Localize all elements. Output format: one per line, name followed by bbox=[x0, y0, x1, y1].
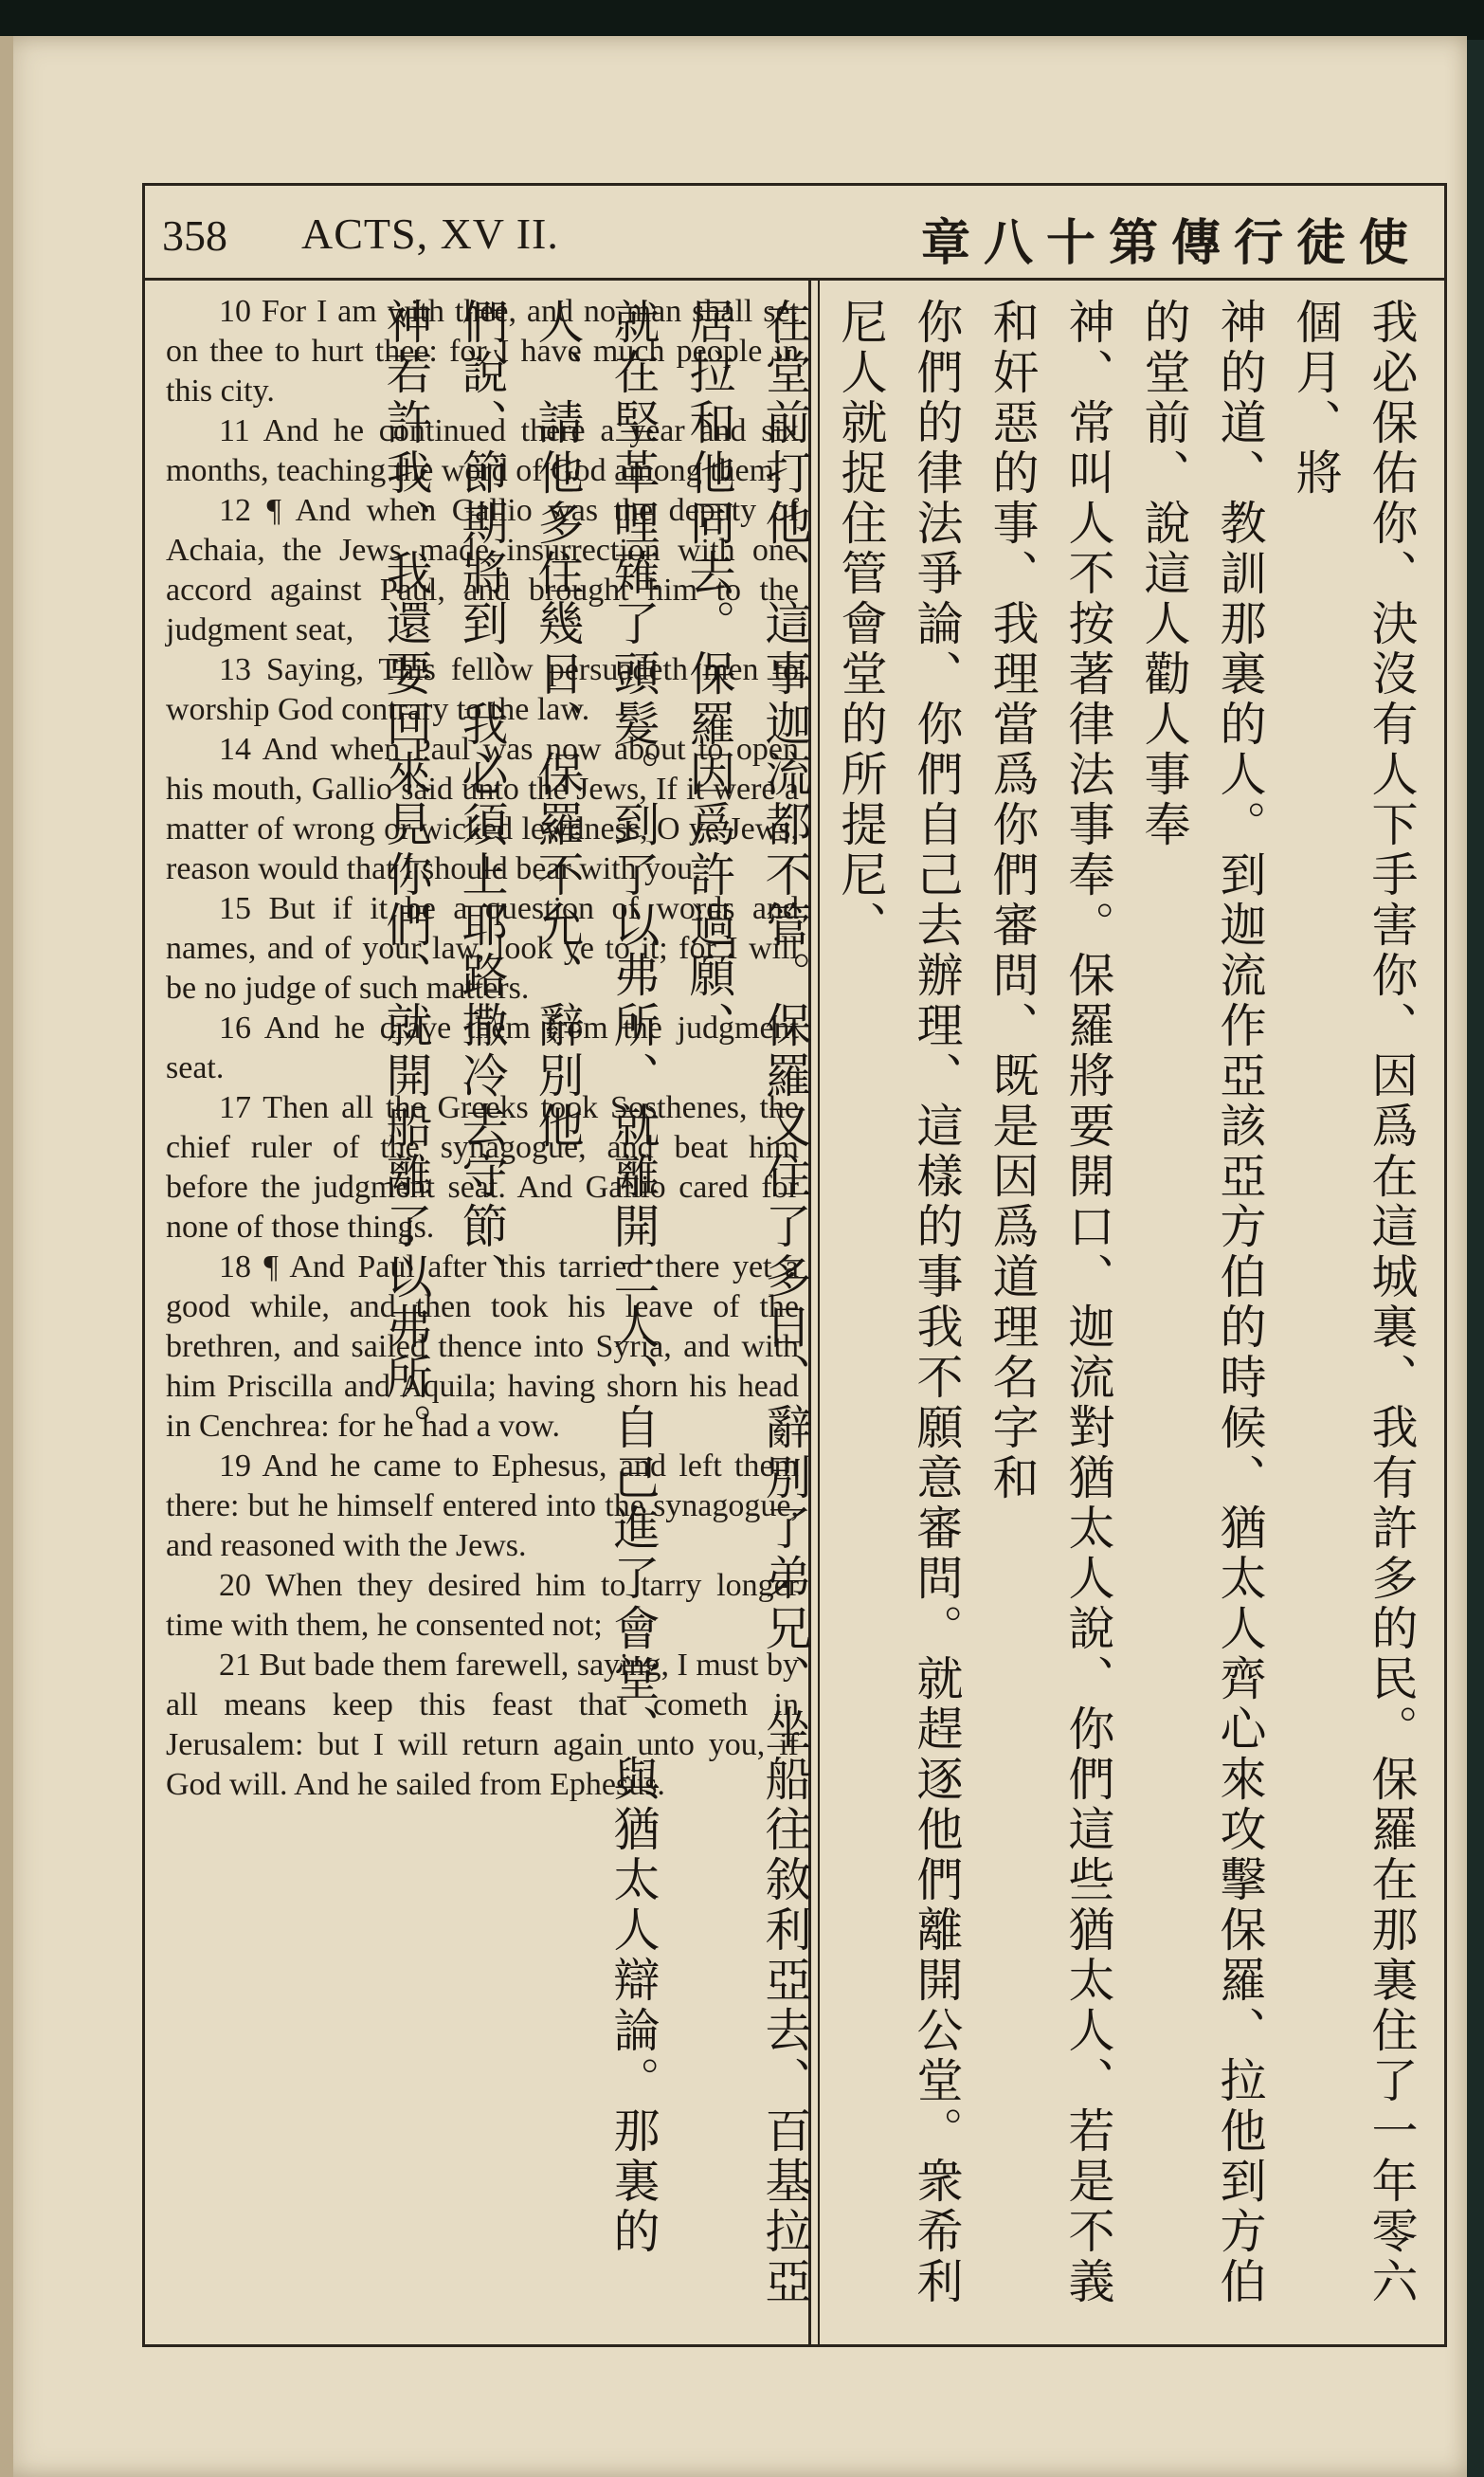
verse-11: 11 And he continued there a year and six months, teaching the word of God among them. bbox=[166, 413, 799, 488]
verse-18: 18 ¶ And Paul after this tarried there yet a good while, and then took his leave of the brethren, and sailed thence into Syria, and with him Priscilla and Aquila; having shorn his head in Cenchrea: for he had a vow. bbox=[166, 1249, 799, 1444]
page-header bbox=[145, 186, 1444, 281]
chinese-text-column: 你們的律法爭論、你們自己去辦理、這樣的事我不願意審問。就趕逐他們離開公堂。衆希利尼人就捉住管會堂的所提尼、 bbox=[834, 298, 964, 2307]
text-frame bbox=[142, 183, 1447, 2347]
verse-15: 15 But if it be a question of words and names, and of your law, look ye to it; for I will be no judge of such matters. bbox=[166, 891, 799, 1006]
bible-page bbox=[0, 36, 1467, 2477]
verse-17: 17 Then all the Greeks took Sosthenes, the chief ruler of the synagogue, and beat him before the judgment seat. And Gallio cared for none of those things. bbox=[166, 1090, 799, 1245]
verse-10: 10 For I am with thee, and no man shall set on thee to hurt thee: for I have much people in this city. bbox=[166, 294, 799, 409]
chinese-text-column: 就在堅革哩薙了頭髮。到了以弗所、就離開二人、自己進了會堂、與猶太人辯論。那裏的人、請他多住幾日、保羅不允、辭別他 bbox=[531, 298, 661, 2257]
chinese-text-column: 神若許我、我還要回來見你們、就開船離了以弗所。 bbox=[379, 298, 433, 1453]
chinese-text-column: 們說、節期將到、我必須上耶路撒冷去守節、 bbox=[455, 298, 509, 1302]
verse-13: 13 Saying, This fellow persuadeth men to worship God contrary to the law. bbox=[166, 652, 799, 727]
verse-21: 21 But bade them farewell, saying, I must by all means keep this feast that cometh in Jerusalem: but I will return again unto you, if God will. And he sailed from Ephesus. bbox=[166, 1648, 799, 1802]
running-title: ACTS, XV II. bbox=[301, 209, 559, 258]
page-gutter bbox=[0, 36, 13, 2477]
chinese-chapter-title: 使徒行傳第十八章 bbox=[920, 215, 1421, 272]
verse-16: 16 And he drave them from the judgment seat. bbox=[166, 1011, 799, 1085]
verse-19: 19 And he came to Ephesus, and left them there: but he himself entered into the synagogue, and reasoned with the Jews. bbox=[166, 1448, 799, 1563]
chinese-text-column: 在堂前打他、這事迦流都不管。保羅又住了多日、辭別了弟兄、坐船往敘利亞去、百基拉亞居拉和他同去。保羅因爲許過願、 bbox=[682, 298, 812, 2307]
verse-20: 20 When they desired him to tarry longer time with them, he consented not; bbox=[166, 1568, 799, 1643]
chinese-text-column: 神的道、教訓那裏的人。到迦流作亞該亞方伯的時候、猶太人齊心來攻擊保羅、拉他到方伯的堂前、說這人勸人事奉 bbox=[1137, 298, 1267, 2307]
verse-12: 12 ¶ And when Gallio was the deputy of Achaia, the Jews made insurrection with one accord against Paul, and brought him to the judgment seat, bbox=[166, 493, 799, 647]
book-edge-top bbox=[0, 0, 1484, 40]
page-number: 358 bbox=[162, 211, 227, 260]
chinese-text-column: 神、常叫人不按著律法事奉。保羅將要開口、迦流對猶太人說、你們這些猶太人、若是不義和奸惡的事、我理當爲你們審問、既是因爲道理名字和 bbox=[986, 298, 1115, 2307]
chinese-text-column: 我必保佑你、決沒有人下手害你、因爲在這城裏、我有許多的民。保羅在那裏住了一年零六個月、將 bbox=[1289, 298, 1419, 2307]
verse-14: 14 And when Paul was now about to open his mouth, Gallio said unto the Jews, If it were a matter of wrong or wicked lewdness, O ye Jews, reason would that I should bear with you: bbox=[166, 732, 799, 886]
